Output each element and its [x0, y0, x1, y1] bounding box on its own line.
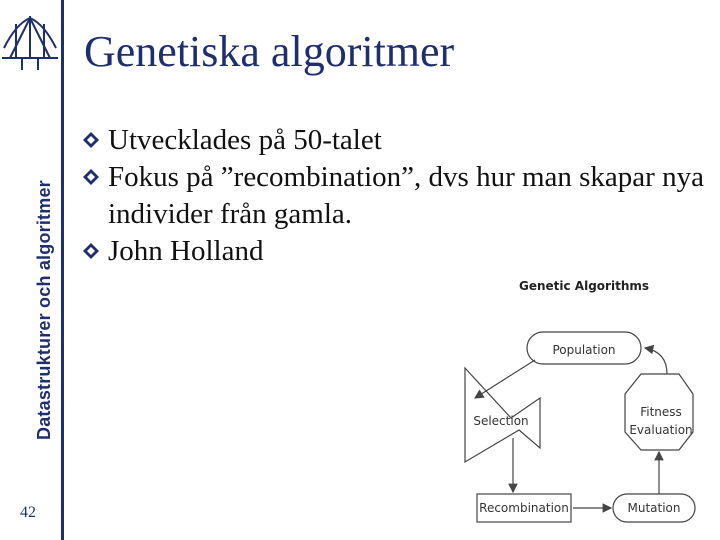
recombination-label: Recombination	[479, 501, 569, 515]
fitness-label: Fitness	[640, 405, 682, 419]
mutation-label: Mutation	[627, 501, 681, 515]
arrow-population-to-selection	[475, 360, 535, 398]
page-number: 42	[20, 504, 36, 521]
bullet-list	[82, 122, 718, 270]
bullet-item	[82, 233, 718, 270]
sidebar-divider	[61, 0, 64, 540]
diamond-bullet-icon	[82, 168, 100, 186]
genetic-algorithm-diagram	[455, 270, 720, 540]
diamond-bullet-icon	[82, 242, 100, 260]
selection-label: Selection	[473, 414, 529, 428]
bullet-text: Utvecklades på 50-talet	[108, 124, 382, 156]
arrow-fitness-to-population	[645, 348, 667, 374]
slide-title: Genetiska algoritmer	[84, 27, 455, 76]
evaluation-label: Evaluation	[629, 423, 693, 437]
bullet-text: Fokus på ”recombination”, dvs hur man skapar nya individer från gamla.	[108, 161, 704, 230]
bridge-logo-icon	[2, 14, 58, 72]
population-label: Population	[552, 343, 616, 357]
sidebar	[0, 0, 62, 540]
bullet-item	[82, 122, 718, 159]
diamond-bullet-icon	[82, 131, 100, 149]
vertical-course-title: Datastrukturer och algoritmer	[34, 180, 54, 440]
bullet-text: John Holland	[108, 235, 264, 267]
bullet-item	[82, 159, 718, 233]
diagram-title: Genetic Algorithms	[519, 279, 650, 293]
